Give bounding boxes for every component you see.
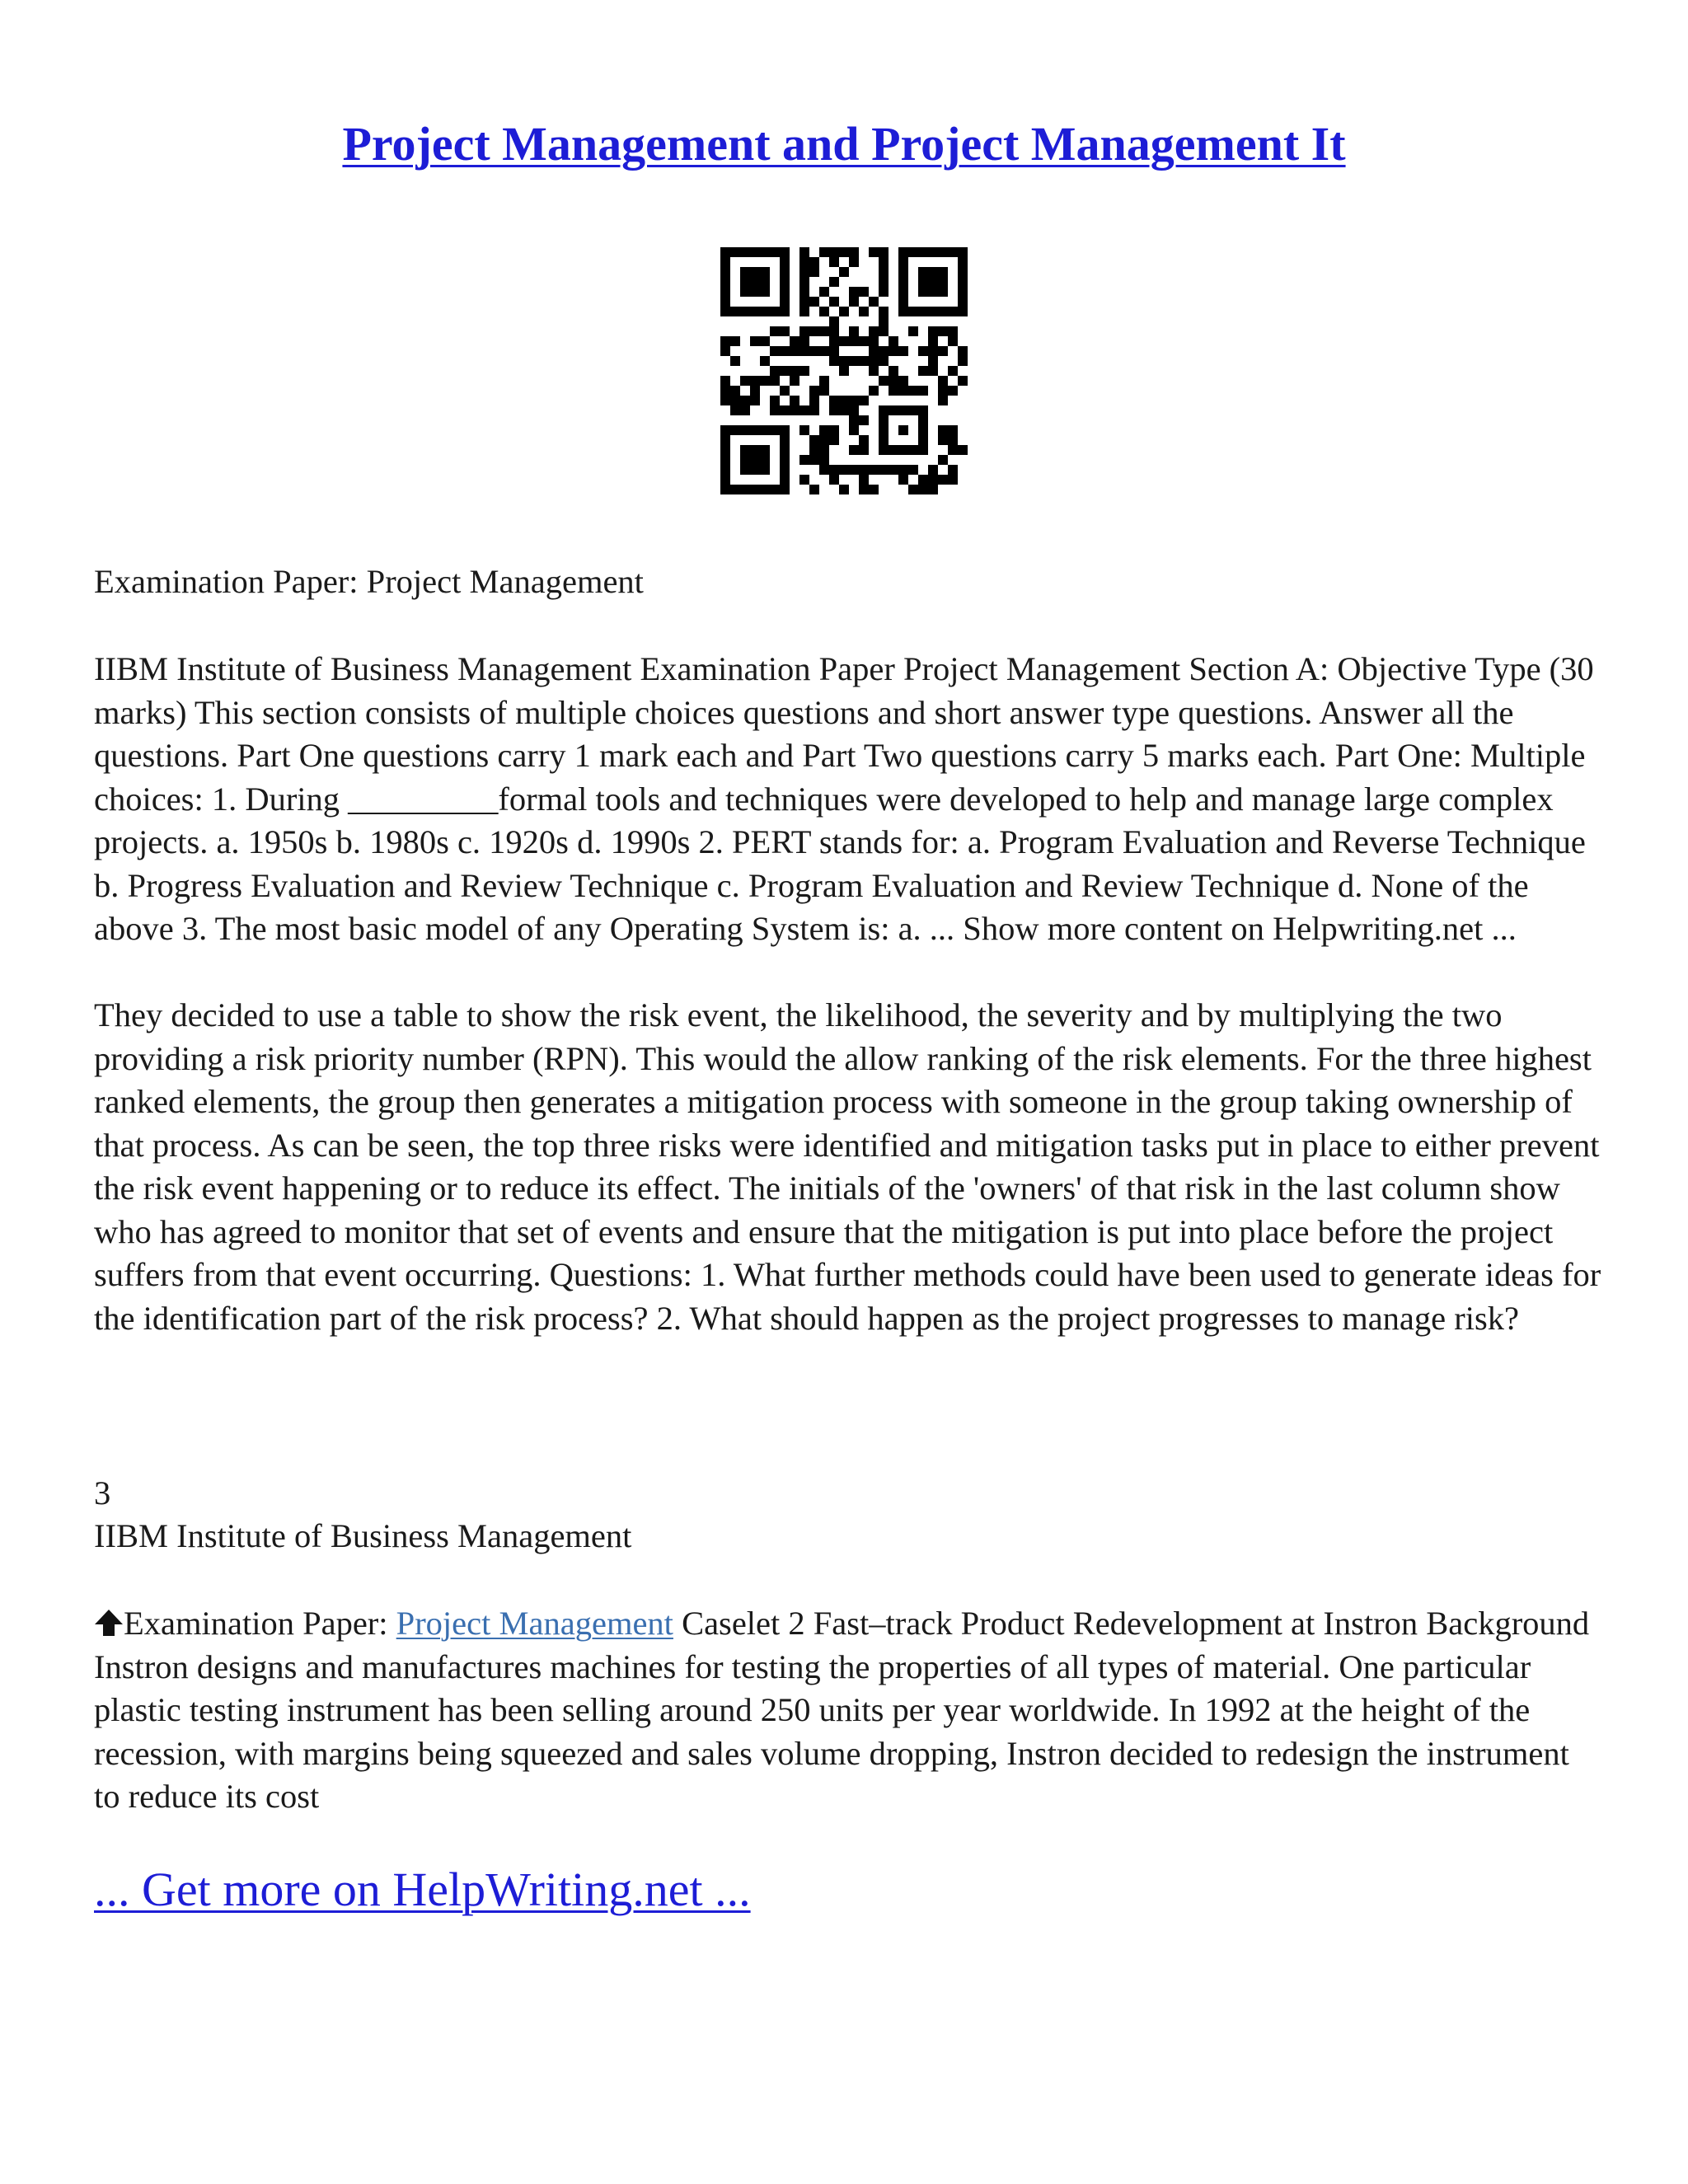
- institute-line: IIBM Institute of Business Management: [94, 1517, 632, 1554]
- caselet-prefix: Examination Paper:: [124, 1605, 396, 1642]
- get-more-link-container: [94, 1861, 751, 1919]
- project-management-link[interactable]: Project Management: [396, 1605, 673, 1642]
- page-title: [0, 115, 1688, 173]
- paragraph-risk-table: They decided to use a table to show the risk event, the likelihood, the severity and by multiplying the two providing a risk priority number (RPN). This would the allow ranking of the risk elements. For the three highest ranked elements, the group then generates a mitigation process with someone in the group taking ownership of that process. As can be seen, the top three risks were identified and mitigation tasks put in place to either prevent the risk event happening or to reduce its effect. The initials of the 'owners' of that risk in the last column show who has agreed to monitor that set of events and ensure that the mitigation is put into place before the project suffers from that event occurring. Questions: 1. What further methods could have been used to generate ideas for the identification part of the risk process? 2. What should happen as the project progresses to manage risk?: [94, 996, 1601, 1337]
- get-more-link[interactable]: ... Get more on HelpWriting.net ...: [94, 1863, 751, 1916]
- caselet-text: Caselet 2 Fast–track Product Redevelopment at Instron Background Instron designs and manufactures machines for testing the properties of all types of material. One particular plastic testing instrument has been selling around 250 units per year worldwide. In 1992 at the height of the recession, with margins being squeezed and sales volume dropping, Instron decided to redesign the instrument to reduce its cost: [94, 1605, 1590, 1815]
- up-arrow-icon: [94, 1609, 124, 1637]
- paragraph-exam-intro: IIBM Institute of Business Management Examination Paper Project Management Section A: Objective Type (30 marks) This section consists of multiple choices questions and short answer type questions. Answer all the questions. Part One questions carry 1 mark each and Part Two questions carry 5 marks each. Part One: Multiple choices: 1. During _________formal tools and techniques were developed to help and manage large complex projects. a. 1950s b. 1980s c. 1920s d. 1990s 2. PERT stands for: a. Program Evaluation and Reverse Technique b. Progress Evaluation and Review Technique c. Program Evaluation and Review Technique d. None of the above 3. The most basic model of any Operating System is: a. ... Show more content on Helpwriting.net ...: [94, 650, 1594, 947]
- qr-code-icon: [720, 247, 968, 494]
- page-number: 3: [94, 1474, 111, 1511]
- title-link[interactable]: Project Management and Project Management It: [342, 117, 1346, 171]
- paragraph-caselet: [94, 1602, 1602, 1819]
- exam-heading: Examination Paper: Project Management: [94, 563, 644, 600]
